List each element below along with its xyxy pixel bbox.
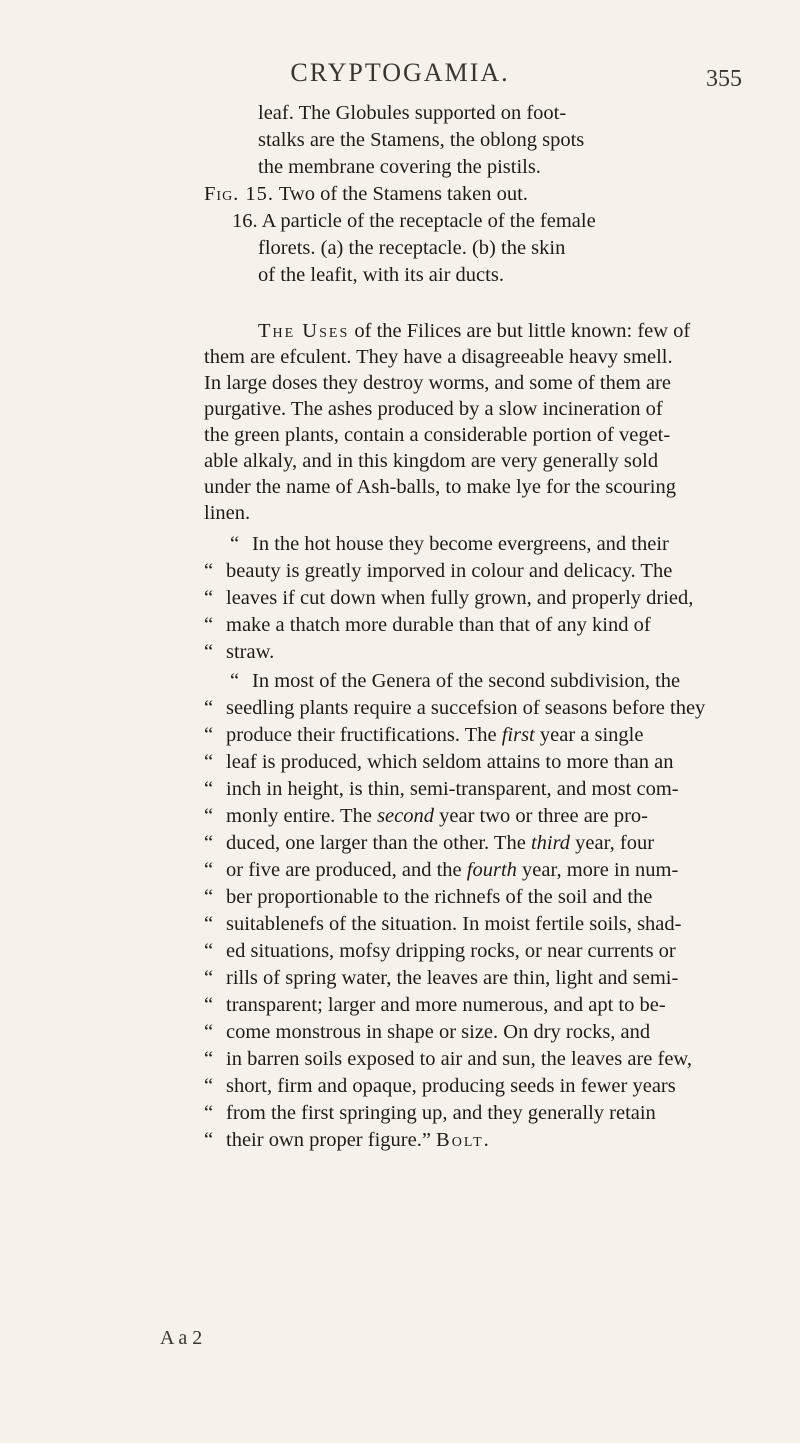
quote-mark: “ [204, 832, 214, 854]
paragraph-line: the green plants, contain a considerable portion of veget- [204, 424, 671, 446]
running-title: CRYPTOGAMIA. [290, 58, 510, 87]
emphasis-word: second [377, 805, 434, 827]
quote-text: leaves if cut down when fully grown, and properly dried, [226, 587, 694, 609]
paragraph-lead: The Uses [258, 320, 350, 342]
figure-text-line: of the leafit, with its air ducts. [258, 264, 504, 286]
paragraph-line: In large doses they destroy worms, and some of them are [204, 372, 672, 394]
quote-text: In most of the Genera of the second subdivision, the [252, 670, 681, 692]
paragraph-line: linen. [204, 502, 251, 524]
quote-line [204, 722, 643, 748]
running-header [0, 58, 800, 98]
emphasis-word: third [530, 832, 571, 854]
quote-line [204, 1127, 491, 1153]
quote-text: leaf is produced, which seldom attains to more than an [226, 751, 674, 773]
quote-line [204, 830, 654, 856]
quote-mark: “ [204, 1048, 214, 1070]
quote-text: year two or three are pro- [439, 805, 648, 827]
quote-text: year a single [539, 724, 644, 746]
emphasis-word: first [501, 724, 535, 746]
attribution: Bolt. [436, 1129, 491, 1151]
quote-line [204, 639, 274, 665]
quote-line [204, 911, 681, 937]
quote-line [204, 1100, 656, 1126]
emphasis-word: fourth [466, 859, 517, 881]
quote-line [204, 695, 705, 721]
quote-line [204, 965, 678, 991]
quote-mark: “ [204, 751, 214, 773]
quote-mark: “ [204, 940, 214, 962]
quote-text: beauty is greatly imporved in colour and delicacy. The [226, 560, 673, 582]
figure-text: Two of the Stamens taken out. [278, 183, 528, 205]
quote-mark: “ [204, 994, 214, 1016]
quote-line [204, 612, 651, 638]
paragraph-line: able alkaly, and in this kingdom are very generally sold [204, 450, 659, 472]
quote-mark: “ [204, 1129, 214, 1151]
quote-text: seedling plants require a succefsion of seasons before they [226, 697, 706, 719]
quote-text: straw. [226, 641, 275, 663]
quote-line [204, 803, 648, 829]
quote-text: produce their fructifications. The [226, 724, 497, 746]
paragraph-line: them are efculent. They have a disagreeable heavy smell. [204, 346, 673, 368]
quote-line [204, 1073, 676, 1099]
quote-text: or five are produced, and the [226, 859, 462, 881]
quote-mark: “ [230, 533, 240, 555]
quote-mark: “ [204, 859, 214, 881]
quote-line [204, 992, 666, 1018]
figure-caption-15 [204, 181, 528, 207]
figure-text: A particle of the receptacle of the female [261, 210, 596, 232]
quote-line [204, 776, 679, 802]
quote-line [204, 884, 652, 910]
figure-caption-16 [232, 208, 596, 234]
quote-text: their own proper figure.” [226, 1129, 431, 1151]
quote-mark: “ [204, 967, 214, 989]
quote-text: in barren soils exposed to air and sun, the leaves are few, [226, 1048, 693, 1070]
quote-mark: “ [204, 1021, 214, 1043]
quote-text: monly entire. The [226, 805, 372, 827]
quote-line [204, 585, 693, 611]
figure-text-line: florets. (a) the receptacle. (b) the skin [258, 237, 566, 259]
quote-text: rills of spring water, the leaves are thin, light and semi- [226, 967, 679, 989]
quote-mark: “ [204, 614, 214, 636]
quote-mark: “ [204, 587, 214, 609]
figure-label: Fig. 15. [204, 183, 275, 205]
page-number: 355 [706, 66, 742, 92]
quote-text: come monstrous in shape or size. On dry rocks, and [226, 1021, 651, 1043]
quote-text: ed situations, mofsy dripping rocks, or near currents or [226, 940, 676, 962]
quote-mark: “ [204, 886, 214, 908]
paragraph-line: under the name of Ash-balls, to make lye for the scouring [204, 476, 676, 498]
quote-line [204, 1019, 650, 1045]
quote-line [230, 668, 680, 694]
quote-mark: “ [204, 641, 214, 663]
quote-text: inch in height, is thin, semi-transparent, and most com- [226, 778, 679, 800]
quote-text: ber proportionable to the richnefs of the soil and the [226, 886, 653, 908]
quote-mark: “ [204, 697, 214, 719]
quote-text: transparent; larger and more numerous, and apt to be- [226, 994, 666, 1016]
quote-text: duced, one larger than the other. The [226, 832, 526, 854]
signature-mark: A a 2 [160, 1327, 203, 1349]
quote-mark: “ [204, 560, 214, 582]
quote-mark: “ [204, 1075, 214, 1097]
quote-line [204, 558, 672, 584]
figure-text-line: the membrane covering the pistils. [258, 156, 541, 178]
quote-text: year, four [575, 832, 655, 854]
quote-mark: “ [204, 913, 214, 935]
quote-line [204, 857, 678, 883]
quote-line [204, 1046, 692, 1072]
quote-mark: “ [204, 778, 214, 800]
quote-mark: “ [230, 670, 240, 692]
paragraph-first-line [258, 318, 690, 344]
quote-text: year, more in num- [522, 859, 679, 881]
quote-mark: “ [204, 805, 214, 827]
quote-mark: “ [204, 724, 214, 746]
quote-text: short, firm and opaque, producing seeds in fewer years [226, 1075, 676, 1097]
quote-text: In the hot house they become evergreens, and their [252, 533, 669, 555]
paragraph-line: purgative. The ashes produced by a slow incineration of [204, 398, 663, 420]
quote-line [230, 531, 669, 557]
paragraph-text: of the Filices are but little known: few of [354, 320, 691, 342]
quote-text: make a thatch more durable than that of any kind of [226, 614, 651, 636]
quote-text: from the first springing up, and they generally retain [226, 1102, 656, 1124]
figure-label: 16. [232, 210, 258, 232]
quote-mark: “ [204, 1102, 214, 1124]
quote-text: suitablenefs of the situation. In moist fertile soils, shad- [226, 913, 682, 935]
quote-line [204, 749, 673, 775]
quote-line [204, 938, 676, 964]
figure-text-line: leaf. The Globules supported on foot- [258, 102, 567, 124]
figure-text-line: stalks are the Stamens, the oblong spots [258, 129, 585, 151]
